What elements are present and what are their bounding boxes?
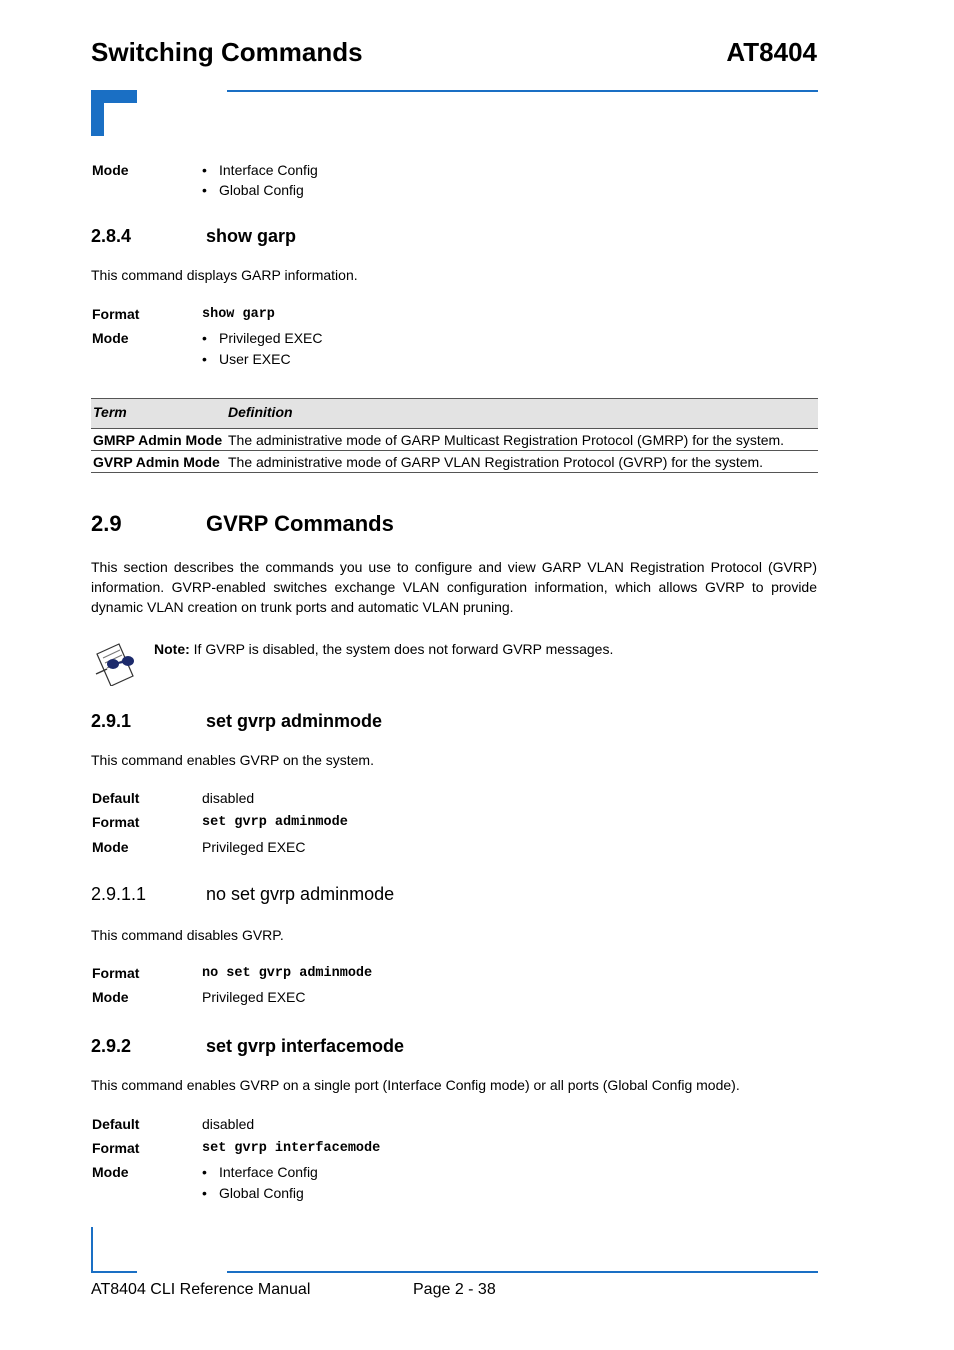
table-cell-definition: The administrative mode of GARP Multicast Registration Protocol (GMRP) for the system.: [226, 429, 818, 451]
footer-rule: [227, 1271, 818, 1273]
format-value: set gvrp adminmode: [202, 815, 348, 830]
section-title: GVRP Commands: [206, 511, 394, 536]
mode-value: Privileged EXEC: [202, 839, 306, 855]
mode-label: Mode: [92, 989, 129, 1005]
list-item: • Interface Config: [202, 1164, 318, 1180]
section-title: show garp: [206, 226, 297, 246]
section-number: 2.9.1.1: [91, 884, 147, 904]
section-description: This command disables GVRP.: [91, 927, 284, 943]
table-row: [91, 429, 818, 451]
section-number: 2.9: [91, 511, 122, 536]
list-item: • Privileged EXEC: [202, 330, 323, 346]
header-product: AT8404: [726, 37, 817, 67]
format-label: Format: [92, 814, 140, 830]
section-description: This command enables GVRP on a single port (Interface Config mode) or all ports (Global Config mode).: [91, 1077, 740, 1093]
format-label: Format: [92, 1140, 140, 1156]
mode-label: Mode: [92, 162, 129, 178]
list-item: • Global Config: [202, 1185, 304, 1201]
format-label: Format: [92, 306, 140, 322]
table-row: [91, 451, 818, 473]
format-value: show garp: [202, 307, 275, 322]
definition-table: [91, 398, 818, 473]
mode-label: Mode: [92, 1164, 129, 1180]
footer-page-number: Page 2 - 38: [413, 1281, 496, 1298]
format-value: no set gvrp adminmode: [202, 966, 373, 981]
note-text: Note: If GVRP is disabled, the system does not forward GVRP messages.: [154, 641, 614, 657]
default-label: Default: [92, 790, 140, 806]
table-cell-term: GMRP Admin Mode: [91, 429, 226, 451]
section-title: set gvrp interfacemode: [206, 1036, 405, 1056]
footer-manual-title: AT8404 CLI Reference Manual: [91, 1281, 311, 1298]
table-header-row: [91, 399, 818, 429]
corner-bracket-icon: [91, 90, 137, 136]
mode-label: Mode: [92, 330, 129, 346]
section-title: set gvrp adminmode: [206, 711, 383, 731]
section-number: 2.9.2: [91, 1036, 132, 1056]
section-description: This command enables GVRP on the system.: [91, 752, 374, 768]
default-label: Default: [92, 1116, 140, 1132]
mode-label: Mode: [92, 839, 129, 855]
section-title: no set gvrp adminmode: [206, 884, 395, 904]
default-value: disabled: [202, 790, 255, 806]
section-description: This command displays GARP information.: [91, 267, 358, 283]
format-value: set gvrp interfacemode: [202, 1141, 381, 1156]
table-cell-term: GVRP Admin Mode: [91, 451, 226, 473]
format-label: Format: [92, 965, 140, 981]
list-item: • Interface Config: [202, 162, 318, 178]
section-number: 2.9.1: [91, 711, 132, 731]
default-value: disabled: [202, 1116, 255, 1132]
table-header-term: Term: [91, 399, 226, 429]
section-description: This section describes the commands you use to configure and view GARP VLAN Registration Protocol (GVRP) information. GVRP-enabled switches exchange VLAN configuration information, which allows GVRP to provide dynamic VLAN creation on trunk ports and automatic VLAN pruning.: [91, 559, 817, 615]
header-rule: [227, 90, 818, 92]
list-item: • Global Config: [202, 182, 304, 198]
header-title: Switching Commands: [91, 37, 363, 67]
list-item: • User EXEC: [202, 351, 291, 367]
table-cell-definition: The administrative mode of GARP VLAN Registration Protocol (GVRP) for the system.: [226, 451, 818, 473]
note-pad-glasses-icon: [91, 640, 137, 686]
section-number: 2.8.4: [91, 226, 132, 246]
table-header-definition: Definition: [226, 399, 818, 429]
mode-value: Privileged EXEC: [202, 989, 306, 1005]
footer-bracket-icon: [91, 1227, 137, 1273]
